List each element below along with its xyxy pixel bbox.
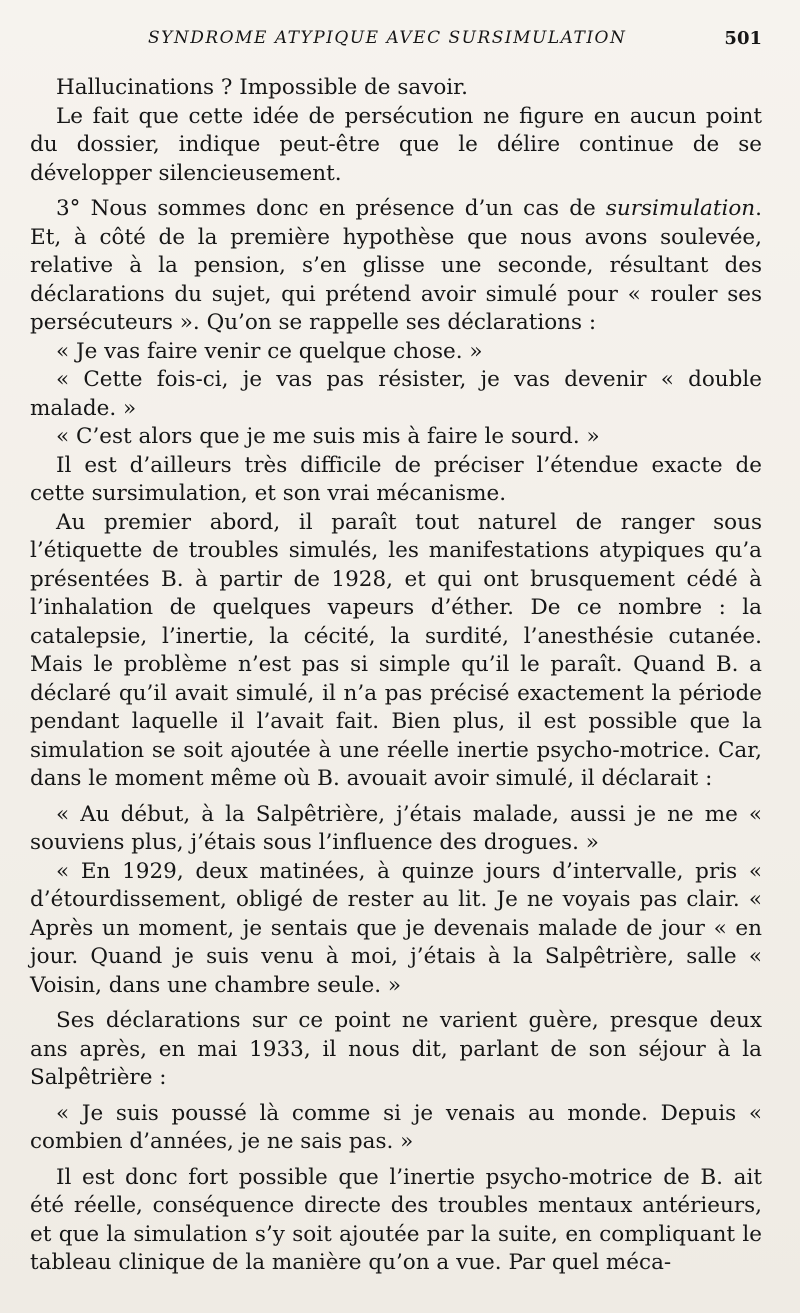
page-number: 501 <box>724 28 762 49</box>
quote-3: « C’est alors que je me suis mis à faire le sourd. » <box>56 424 600 449</box>
lead-emphasis: sursimulation <box>605 196 756 221</box>
quote-1929: « En 1929, deux matinées, à quinze jours d’intervalle, pris « d’étourdissement, obligé de rester au lit. Je ne voyais pas clair. « Après un moment, je sentais que je devenais malade de jour « en jour. Quand je suis venu à moi, j’étais à la Salpêtrière, salle « Voisin, dans une chambre seule. » <box>30 858 762 998</box>
paragraph-declarations: Ses déclarations sur ce point ne varient guère, presque deux ans après, en mai 1933, il nous dit, parlant de son séjour à la Salpêtrière : <box>30 1008 762 1090</box>
body-text <box>30 74 762 1278</box>
paragraph-difficulty: Il est d’ailleurs très difficile de préciser l’étendue exacte de cette sursimulation, et son vrai mécanisme. <box>30 452 762 506</box>
paragraph-persecution: Le fait que cette idée de persécution ne figure en aucun point du dossier, indique peut-être que le délire continue de se développer silencieusement. <box>30 103 762 186</box>
paragraph-sursimulation-lead <box>30 195 762 338</box>
running-title: SYNDROME ATYPIQUE AVEC SURSIMULATION <box>148 28 627 48</box>
quote-salpetriere: « Au début, à la Salpêtrière, j’étais malade, aussi je ne me « souviens plus, j’étais sous l’influence des drogues. » <box>30 801 762 855</box>
quote-pousse: « Je suis poussé là comme si je venais au monde. Depuis « combien d’années, je ne sais pas. » <box>30 1100 762 1154</box>
paragraph-first-approach: Au premier abord, il paraît tout naturel de ranger sous l’étiquette de troubles simulés, les manifestations atypiques qu’a présentées B. à partir de 1928, et qui ont brusquement cédé à l’inhalation de quelques vapeurs d’éther. De ce nombre : la catalepsie, l’inertie, la cécité, la surdité, l’anesthésie cutanée. Mais le problème n’est pas si simple qu’il le paraît. Quand B. a déclaré qu’il avait simulé, il n’a pas précisé exactement la période pendant laquelle il l’avait fait. Bien plus, il est possible que la simulation se soit ajoutée à une réelle inertie psycho-motrice. Car, dans le moment même où B. avouait avoir simulé, il déclarait : <box>30 509 762 791</box>
paragraph-hallucinations: Hallucinations ? Impossible de savoir. <box>56 75 468 100</box>
paragraph-hypothesis: Et, à côté de la première hypothèse que nous avons soulevée, relative à la pension, s’en glisse une seconde, résultant des déclarations du sujet, qui prétend avoir simulé pour « rouler ses persécuteurs ». Qu’on se rappelle ses déclarations : <box>30 224 762 335</box>
lead-prefix: 3° Nous sommes donc en présence d’un cas de <box>56 196 606 221</box>
quote-2: « Cette fois-ci, je vas pas résister, je vas devenir « double malade. » <box>30 367 762 421</box>
lead-suffix: . <box>755 196 762 221</box>
quote-1: « Je vas faire venir ce quelque chose. » <box>56 338 483 364</box>
page-header <box>0 28 800 54</box>
paragraph-conclusion: Il est donc fort possible que l’inertie psycho-motrice de B. ait été réelle, conséquence directe des troubles mentaux antérieurs, et que la simulation s’y soit ajoutée par la suite, en compliquant le tableau clinique de la manière qu’on a vue. Par quel méca- <box>30 1164 762 1275</box>
